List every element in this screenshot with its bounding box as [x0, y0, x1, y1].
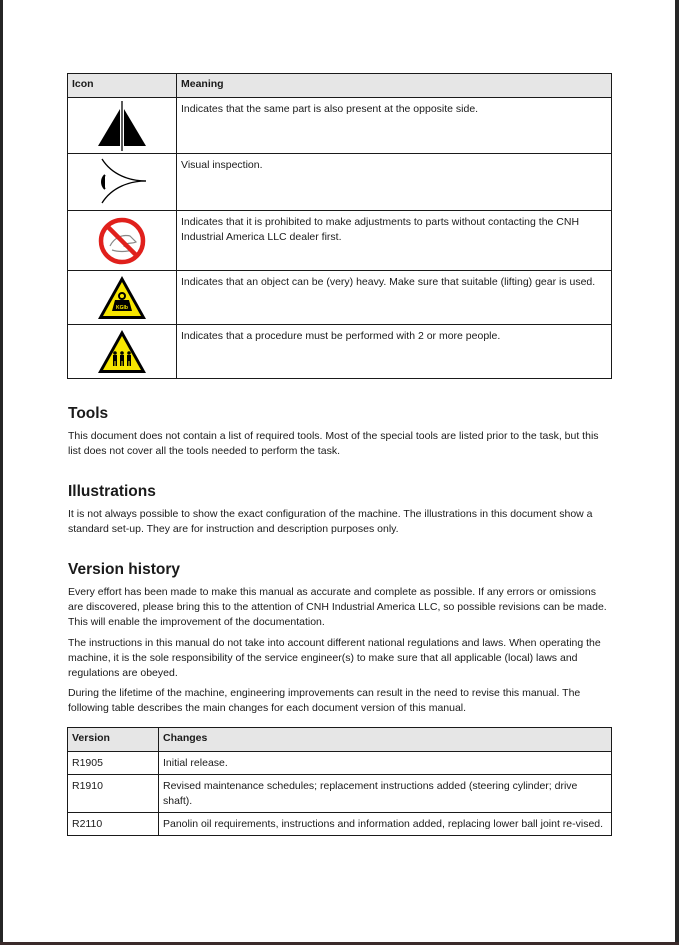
column-header-meaning: Meaning — [177, 74, 612, 98]
changes-cell: Panolin oil requirements, instructions and information added, replacing lower ball joint re-vised. — [159, 813, 612, 836]
version-cell: R1905 — [68, 752, 159, 775]
version-history-heading: Version history — [68, 561, 180, 578]
illustrations-text: It is not always possible to show the exact configuration of the machine. The illustrations in this document show a standard set-up. They are for instruction and description purposes only. — [68, 508, 593, 535]
table-row — [68, 98, 612, 154]
page-frame-right — [675, 0, 679, 945]
tools-heading: Tools — [68, 405, 109, 422]
version-cell: R1910 — [68, 775, 159, 813]
multiple-people-warning-icon — [96, 328, 148, 376]
opposite-side-icon — [96, 101, 148, 151]
table-row — [68, 325, 612, 379]
meaning-text: Indicates that the same part is also present at the opposite side. — [177, 98, 612, 154]
page-frame-left — [0, 0, 3, 945]
changes-cell: Revised maintenance schedules; replacement instructions added (steering cylinder; drive shaft). — [159, 775, 612, 813]
meaning-text: Indicates that a procedure must be performed with 2 or more people. — [177, 325, 612, 379]
table-row — [68, 271, 612, 325]
version-history-paragraph: Every effort has been made to make this manual as accurate and complete as possible. If any errors or omissions are discovered, please bring this to the attention of CNH Industrial America LLC, so possible revisions can be made. This will enable the improvement of the documentation. — [68, 586, 607, 628]
meaning-text: Visual inspection. — [177, 154, 612, 211]
heavy-weight-warning-icon — [96, 274, 148, 322]
table-header-row — [68, 728, 612, 752]
icon-cell — [68, 271, 177, 325]
column-header-version: Version — [68, 728, 159, 752]
icon-legend-table — [67, 73, 612, 379]
changes-cell: Initial release. — [159, 752, 612, 775]
illustrations-heading: Illustrations — [68, 483, 156, 500]
meaning-text: Indicates that an object can be (very) heavy. Make sure that suitable (lifting) gear is used. — [177, 271, 612, 325]
tools-text: This document does not contain a list of required tools. Most of the special tools are listed prior to the task, but this list does not cover all the tools needed to perform the task. — [68, 430, 599, 457]
version-cell: R2110 — [68, 813, 159, 836]
icon-cell — [68, 211, 177, 271]
icon-cell — [68, 325, 177, 379]
icon-cell — [68, 154, 177, 211]
icon-cell — [68, 98, 177, 154]
table-row — [68, 775, 612, 813]
meaning-text: Indicates that it is prohibited to make adjustments to parts without contacting the CNH Industrial America LLC dealer first. — [177, 211, 612, 271]
version-history-table — [67, 727, 612, 836]
version-history-paragraph: During the lifetime of the machine, engineering improvements can result in the need to revise this manual. The following table describes the main changes for each document version of this manual. — [68, 687, 581, 714]
table-row — [68, 211, 612, 271]
no-adjustment-icon — [96, 216, 148, 266]
table-row — [68, 154, 612, 211]
eye-icon — [96, 157, 148, 207]
table-row — [68, 752, 612, 775]
column-header-icon: Icon — [68, 74, 177, 98]
version-history-paragraph: The instructions in this manual do not take into account different national regulations and laws. When operating the machine, it is the sole responsibility of the service engineer(s) to make sure that all applicable (local) laws and regulations are obeyed. — [68, 637, 601, 679]
table-row — [68, 813, 612, 836]
table-header-row — [68, 74, 612, 98]
column-header-changes: Changes — [159, 728, 612, 752]
svg-text:KGlb: KGlb — [116, 304, 128, 311]
